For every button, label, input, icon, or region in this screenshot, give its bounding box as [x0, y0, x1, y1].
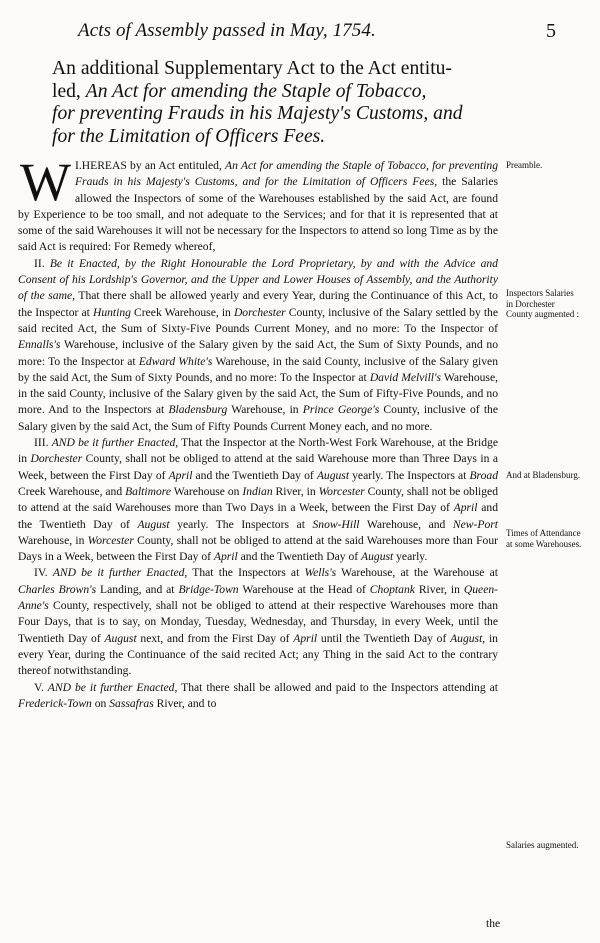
text-run: River, in [414, 582, 464, 596]
text-run: and the Twentieth Day of [237, 550, 362, 564]
text-run: the Salaries allowed the Inspectors of some of the Warehouses established by the said Act, are found by Experience to be too small, and not adequate to the Services; and for that it is represented that at some of the said Warehouses it will not be necessary for the Inspectors to attend so long Time as by the said Act is required: For Remedy whereof, [18, 175, 498, 254]
text-run-italic: Prince George's [302, 403, 380, 417]
text-run: County, inclusive of the Salary given by the said Act, the Sum of Fifty Pounds Current Money each, and no more. [18, 403, 498, 433]
text-run: yearly. The Inspectors at [349, 468, 470, 482]
text-run: County, inclusive of the Salary settled by the said recited Act, the Sum of Sixty-Five Pounds Current Money, and no more: To the Inspector of [18, 305, 498, 335]
text-run-italic: August [137, 517, 170, 531]
text-run-italic: David Melvill's [369, 370, 442, 384]
text-run: Warehouse at the Head of [238, 582, 370, 596]
running-head-title: Acts of Assembly passed in May, 1754. [78, 20, 376, 41]
text-run-italic: Hunting [92, 305, 131, 319]
text-run: That there shall be allowed and paid to the Inspectors attending at [177, 680, 498, 694]
text-run-italic: Charles Brown's [18, 582, 97, 596]
act-title-line-2-plain: led, [52, 80, 86, 102]
text-run: River, in [272, 484, 319, 498]
text-run-italic: Worcester [87, 533, 134, 547]
text-run: Warehouse, in the said County, inclusive of the Salary given by the said Act, the Sum of Fifty-Five Pounds, and no more. And to the Inspectors at [18, 370, 498, 417]
text-run-italic: Wells's [304, 566, 337, 580]
text-run-italic: AND be it further Enacted, [52, 566, 188, 580]
act-title-line-1: An additional Supplementary Act to the Act entitu- [52, 58, 452, 79]
text-run-italic: April [293, 631, 318, 645]
text-run: County, shall not be obliged to attend at the said Warehouse more than Three Days in a Week, between the First Day of [18, 452, 498, 482]
act-title-line-2 [52, 81, 512, 104]
text-run: and the Twentieth Day of [18, 501, 499, 531]
text-run: County, respectively, shall not be obliged to attend at their respective Warehouses more than Four Days, that is to say, on Monday, Tuesday, Wednesday, and Thursday, in every Week, until the Twentieth Day of [18, 599, 498, 645]
section-1-paragraph [18, 152, 498, 256]
text-run-italic: AND be it further Enacted, [51, 436, 179, 450]
text-run: HEREAS by an Act entituled, [81, 159, 226, 172]
act-title-line-2-italic: An Act for amending the Staple of Tobacco, [85, 80, 427, 102]
text-run-italic: April [213, 550, 238, 564]
text-run: until the Twentieth Day of [317, 631, 451, 645]
text-run-italic: August [316, 468, 350, 482]
text-run: Landing, and at [96, 582, 179, 596]
text-run-italic: Dorchester [30, 452, 83, 466]
act-body [18, 152, 499, 712]
text-run-italic: April [453, 501, 478, 515]
text-run-italic: August [361, 550, 394, 564]
section-4-paragraph [18, 565, 498, 679]
text-run: and the Twentieth Day of [192, 468, 317, 482]
catchword: the [486, 917, 501, 930]
section-number: I. [74, 159, 82, 172]
text-run: next, and from the First Day of [136, 631, 294, 645]
text-run-italic: Bladensburg [168, 403, 228, 417]
text-run-italic: Edward White's [138, 354, 213, 368]
text-run: Warehouse, in [227, 403, 303, 417]
margin-note-inspectors-salaries: Inspectors Salaries in Dorchester County augmented : [506, 288, 579, 319]
text-run: Warehouse, inclusive of the Salary given by the said Act, the Sum of Sixty Pounds, and no more: To the Inspector at [18, 338, 498, 368]
text-run: County, shall not be obliged to attend at the said Warehouses more than Four Days in a Week, between the First Day of [18, 533, 498, 564]
text-run-italic: Frederick-Town [18, 696, 92, 710]
act-title-line-3: for preventing Frauds in his Majesty's Customs, and [52, 103, 463, 125]
text-run-italic: Snow-Hill [312, 517, 360, 531]
text-run-italic: Broad [469, 468, 499, 482]
text-run: , in every Year, during the Continuance of the said recited Act; any Thing in the said Act to the contrary thereof notwithstanding. [18, 631, 498, 678]
text-run: That there shall be allowed yearly and every Year, during the Continuance of this Act, to the Inspector at [18, 289, 498, 319]
text-run: Creek Warehouse, and [18, 484, 126, 498]
page-number: 5 [546, 20, 556, 42]
text-run-italic: New-Port [452, 517, 499, 531]
text-run: yearly. The Inspectors at [169, 517, 313, 531]
act-title [52, 58, 512, 148]
section-number: IV. [34, 566, 53, 580]
text-run: River, and to [153, 696, 217, 710]
section-number: V. [34, 680, 48, 694]
text-run: Warehouse, in the said County, inclusive of the Salary given by the said Act, the Sum of Sixty Pounds, and no more: To the Inspector at [18, 354, 498, 384]
text-run: on [91, 696, 110, 710]
text-run: That the Inspectors at [187, 566, 305, 580]
running-head [0, 20, 600, 46]
text-run-italic: Baltimore [125, 484, 172, 498]
section-number: III. [34, 436, 52, 450]
margin-note-bladensburg: And at Bladensburg. [506, 470, 581, 480]
text-run-italic: Be it Enacted, by the Right Honourable the Lord Proprietary, by and with the Advice and Consent of his Lordship's Governor, and the Upper and Lower Houses of Assembly, and the Authority of the same, [18, 256, 498, 303]
text-run-italic: Indian [242, 484, 273, 498]
text-run-italic: August [104, 631, 137, 645]
text-run-italic: Sassafras [109, 696, 154, 710]
text-run-italic: Queen-Anne's [18, 582, 498, 613]
section-3-paragraph [18, 435, 498, 565]
text-run: Warehouse, and [359, 517, 453, 531]
text-run-italic: An Act for amending the Staple of Tobacco, for preventing Frauds in his Majesty's Customs, and for the Limitation of Officers Fees, [74, 159, 498, 189]
margin-note-times-attendance: Times of Attendance at some Warehouses. [506, 528, 582, 549]
section-5-paragraph [18, 680, 498, 713]
act-title-line-4: for the Limitation of Officers Fees. [52, 125, 326, 147]
text-run-italic: Choptank [369, 582, 415, 596]
text-run-italic: Worcester [318, 484, 365, 498]
text-run-italic: Ennalls's [18, 338, 61, 352]
margin-note-salaries-augmented: Salaries augmented. [506, 840, 579, 850]
section-number: II. [34, 256, 50, 270]
text-run-italic: August [450, 631, 483, 645]
text-run-italic: April [168, 468, 193, 482]
text-run-italic: AND be it further Enacted, [47, 680, 178, 694]
text-run: Warehouse, in [18, 533, 88, 547]
text-run: County, shall not be obliged to attend at the said Warehouses more than Two Days in a Week, between the First Day of [18, 484, 498, 515]
text-run: Warehouse on [171, 484, 243, 498]
margin-note-preamble: Preamble. [506, 160, 543, 170]
drop-cap: W [20, 152, 71, 212]
text-run: That the Inspector at the North-West Fork Warehouse, at the Bridge in [18, 436, 498, 466]
text-run: Warehouse, at the Warehouse at [336, 566, 498, 580]
text-run: yearly. [393, 550, 428, 564]
text-run-italic: Dorchester [233, 305, 286, 319]
text-run-italic: Bridge-Town [178, 582, 239, 596]
section-2-paragraph [18, 256, 498, 435]
text-run: Creek Warehouse, in [130, 305, 234, 319]
